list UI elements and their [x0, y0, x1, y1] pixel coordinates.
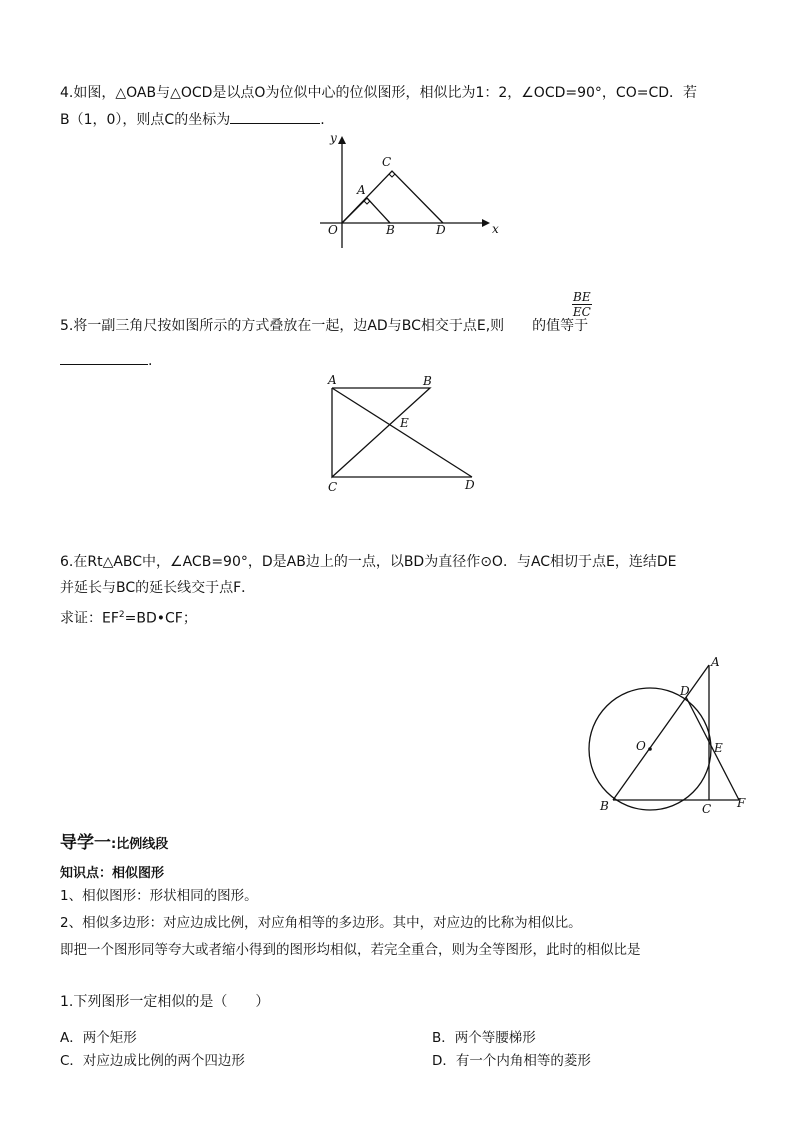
q6-label-F: F — [737, 796, 746, 810]
q6-text-line1: 6.在Rt△ABC中，∠ACB=90°，D是AB边上的一点，以BD为直径作⊙O．与AC相切于点E，连结DE — [60, 554, 677, 570]
section-subtitle: :比例线段 — [111, 837, 169, 852]
knowledge-point-heading: 知识点：相似图形 — [60, 866, 165, 881]
q4-text-line2-post: . — [320, 112, 325, 128]
mcq-question: 1.下列图形一定相似的是（ ） — [60, 994, 270, 1010]
q5-text-pre: 5.将一副三角尺按如图所示的方式叠放在一起，边AD与BC相交于点E,则 — [60, 318, 505, 334]
mcq-option-b[interactable]: B．两个等腰梯形 — [432, 1030, 536, 1046]
section-title-main: 导学一 — [60, 833, 111, 853]
q6-proof-statement — [60, 606, 197, 628]
q6-label-D: D — [680, 684, 690, 698]
q4-label-O: O — [328, 223, 338, 237]
q4-figure — [310, 130, 500, 255]
q5-text — [60, 317, 588, 335]
mcq-option-d[interactable]: D．有一个内角相等的菱形 — [432, 1053, 591, 1069]
q5-text-post: 的值等于 — [532, 318, 589, 334]
q5-fraction — [572, 290, 592, 319]
q4-label-A: A — [357, 183, 366, 197]
q6-label-O: O — [636, 739, 646, 753]
q4-answer-blank[interactable] — [230, 111, 320, 124]
section-title — [60, 828, 168, 853]
q4-label-D: D — [436, 223, 446, 237]
q6-label-C: C — [702, 802, 712, 816]
q6-proof-post: =BD•CF； — [124, 610, 197, 627]
q4-text-line2-pre: B（1，0），则点C的坐标为 — [60, 112, 231, 128]
q5-fraction-numerator: BE — [573, 290, 591, 304]
q5-label-E: E — [400, 416, 409, 430]
q5-label-A: A — [328, 373, 337, 387]
q5-answer-end: . — [148, 353, 153, 369]
q6-proof-sup: 2 — [118, 610, 125, 620]
q6-figure — [580, 650, 760, 820]
q6-proof-pre: 求证：EF — [60, 610, 119, 627]
q4-label-y: y — [330, 131, 337, 145]
definition-3: 即把一个图形同等夸大或者缩小得到的图形均相似，若完全重合，则为全等图形，此时的相似比是 — [60, 942, 641, 958]
q5-label-B: B — [423, 374, 432, 388]
q4-text-line2 — [60, 111, 325, 129]
q4-label-B: B — [386, 223, 395, 237]
definition-2: 2、相似多边形：对应边成比例，对应角相等的多边形。其中，对应边的比称为相似比。 — [60, 915, 582, 931]
q5-label-C: C — [328, 480, 338, 494]
q4-text-line1: 4.如图，△OAB与△OCD是以点O为位似中心的位似图形，相似比为1：2，∠OCD=90°，CO=CD．若 — [60, 85, 698, 101]
q5-fraction-denominator: EC — [572, 305, 591, 319]
q5-label-D: D — [465, 478, 475, 492]
definition-1: 1、相似图形：形状相同的图形。 — [60, 888, 258, 904]
q6-text-line2: 并延长与BC的延长线交于点F． — [60, 580, 256, 596]
mcq-option-c[interactable]: C．对应边成比例的两个四边形 — [60, 1053, 245, 1069]
q6-label-B: B — [600, 799, 609, 813]
q5-figure — [320, 370, 490, 498]
q5-answer-line — [60, 352, 152, 370]
q5-answer-blank[interactable] — [60, 352, 148, 365]
q4-label-C: C — [382, 155, 392, 169]
q6-label-A: A — [711, 655, 720, 669]
q6-label-E: E — [714, 741, 723, 755]
mcq-option-a[interactable]: A．两个矩形 — [60, 1030, 137, 1046]
q4-label-x: x — [492, 222, 499, 236]
